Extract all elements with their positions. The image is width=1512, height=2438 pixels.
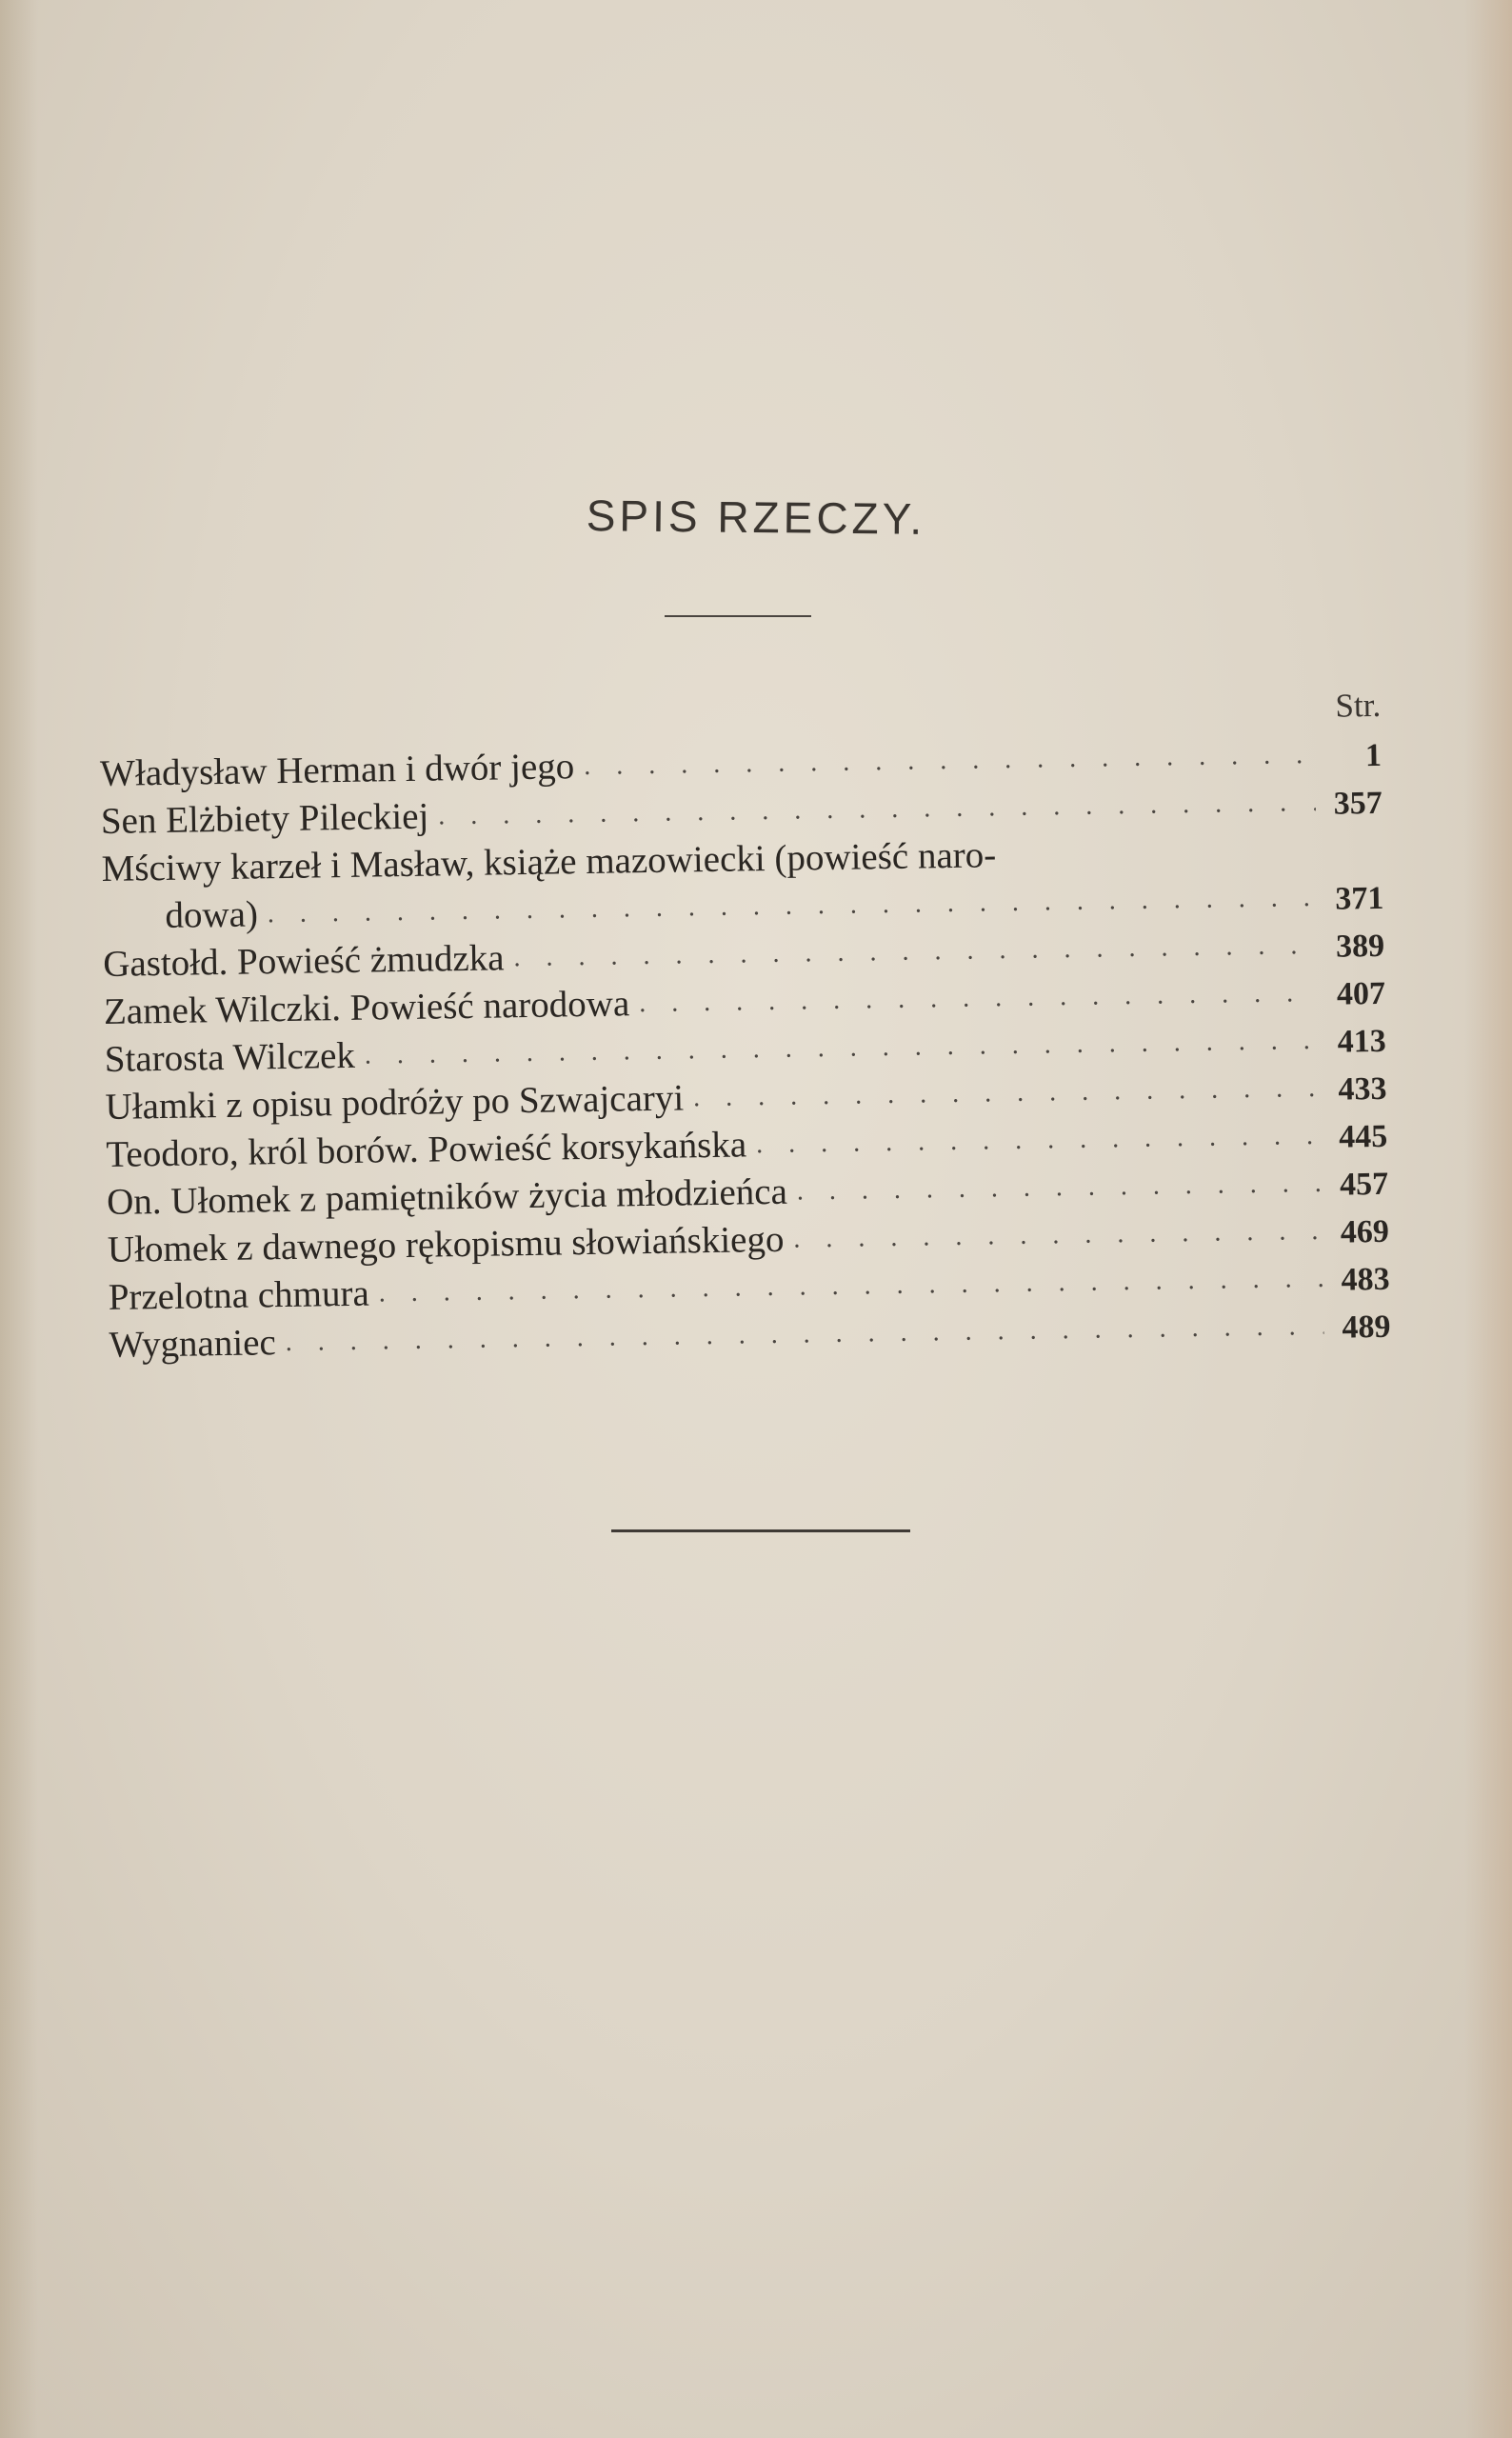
toc-entry-page: 413 — [1337, 1023, 1386, 1060]
toc-entry-title: Władysław Herman i dwór jego — [99, 746, 575, 794]
toc-entry-page: 489 — [1342, 1309, 1391, 1346]
toc-entry-page: 469 — [1340, 1213, 1390, 1250]
toc-entry-title: Gastołd. Powieść żmudzka — [102, 937, 505, 985]
toc-entry-page: 1 — [1364, 737, 1383, 774]
toc-entry-page: 357 — [1333, 785, 1383, 822]
dot-leader — [796, 1160, 1322, 1216]
toc-entry-title: Sen Elżbiety Pileckiej — [100, 795, 429, 842]
toc-entry-page: 407 — [1336, 975, 1386, 1012]
toc-entry-title: dowa) — [165, 893, 259, 936]
toc-entry-title: Przelotna chmura — [108, 1272, 370, 1318]
page-edge-shadow-left — [0, 0, 38, 2438]
title-rule — [665, 615, 811, 617]
toc-entry-title: Zamek Wilczki. Powieść narodowa — [103, 983, 630, 1032]
toc-entry-title: Ułomek z dawnego rękopismu słowiańskiego — [107, 1218, 785, 1270]
toc-entry-page: 483 — [1341, 1261, 1390, 1298]
toc-entry-title: Mściwy karzeł i Masław, książe mazowiecki (powieść naro- — [101, 834, 997, 889]
toc-entry-page: 457 — [1339, 1166, 1389, 1203]
toc-entry-title: Ułamki z opisu podróży po Szwajcaryi — [105, 1077, 685, 1128]
toc-entry-title: Teodoro, król borów. Powieść korsykańska — [106, 1124, 747, 1175]
toc-entry-page: 433 — [1338, 1070, 1387, 1108]
toc-entry-title: On. Ułomek z pamiętników życia młodzieńca — [106, 1170, 788, 1223]
page-edge-shadow-right — [1464, 0, 1512, 2438]
toc-entry-page: 389 — [1335, 928, 1385, 965]
toc-entry-page: 371 — [1335, 880, 1384, 917]
toc-entry-title: Starosta Wilczek — [104, 1034, 356, 1080]
closing-rule — [611, 1529, 910, 1532]
dot-leader — [793, 1208, 1323, 1264]
toc-entry-title: Wygnaniec — [109, 1322, 277, 1366]
page-column-label: Str. — [1335, 686, 1382, 725]
page-title: SPIS RZECZY. — [586, 490, 926, 544]
toc-entry-page: 445 — [1338, 1118, 1388, 1155]
table-of-contents — [99, 687, 1391, 1369]
